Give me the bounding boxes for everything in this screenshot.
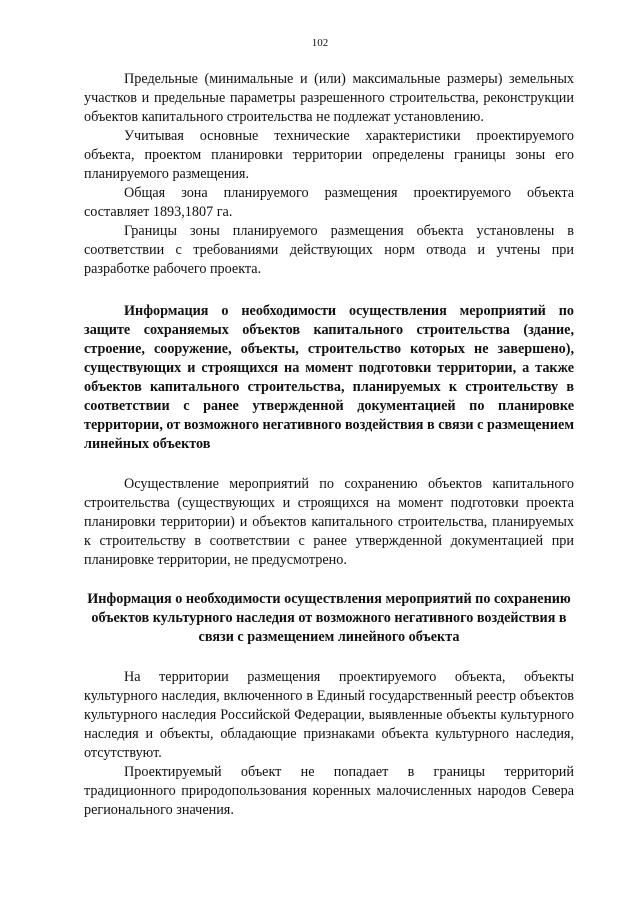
intro-paragraph-allotment-norms: Границы зоны планируемого размещения объекта установлены в соответствии с требованиями действующих норм отвода и учтены при разработке рабочего проекта.: [84, 223, 574, 277]
section-heading-cultural-heritage: Информация о необходимости осуществления мероприятий по сохранению объектов культурного наследия от возможного негативного воздействия в связи с размещением линейного объекта: [87, 591, 571, 645]
intro-paragraph-land-limits: Предельные (минимальные и (или) максимальные размеры) земельных участков и предельные параметры разрешенного строительства, реконструкции объектов капитального строительства не подлежат установлению.: [84, 71, 574, 125]
document-body: [84, 70, 574, 820]
spacer: [84, 647, 574, 668]
intro-paragraph-total-area: Общая зона планируемого размещения проектируемого объекта составляет 1893,1807 га.: [84, 185, 574, 220]
section-paragraph-traditional-land-use: Проектируемый объект не попадает в границы территорий традиционного природопользования коренных малочисленных народов Севера регионального значения.: [84, 764, 574, 818]
spacer: [84, 570, 574, 590]
section-heading-capital-objects: Информация о необходимости осуществления мероприятий по защите сохраняемых объектов капитального строительства (здание, строение, сооружение, объекты, строительство которых не завершено), существующих и строящихся на момент подготовки территории, а также объектов капитального строительства, планируемых к строительству в соответствии с ранее утвержденной документацией по планировке территории, от возможного негативного воздействия в связи с размещением линейных объектов: [84, 303, 574, 452]
spacer: [84, 454, 574, 475]
intro-paragraph-zone-boundaries: Учитывая основные технические характеристики проектируемого объекта, проектом планировки территории определены границы зоны его планируемого размещения.: [84, 128, 574, 182]
section-paragraph-cultural-heritage: На территории размещения проектируемого объекта, объекты культурного наследия, включенного в Единый государственный реестр объектов культурного наследия Российской Федерации, выявленные объекты культурного наследия и объекты, обладающие признаками объекта культурного наследия, отсутствуют.: [84, 669, 574, 761]
section-body-capital-objects: Осуществление мероприятий по сохранению объектов капитального строительства (существующих и строящихся на момент подготовки проекта планировки территории) и объектов капитального строительства, планируемых к строительству в соответствии с ранее утвержденной документацией при планировке территории, не предусмотрено.: [84, 476, 574, 568]
spacer: [84, 279, 574, 302]
page-number: 102: [311, 37, 329, 49]
